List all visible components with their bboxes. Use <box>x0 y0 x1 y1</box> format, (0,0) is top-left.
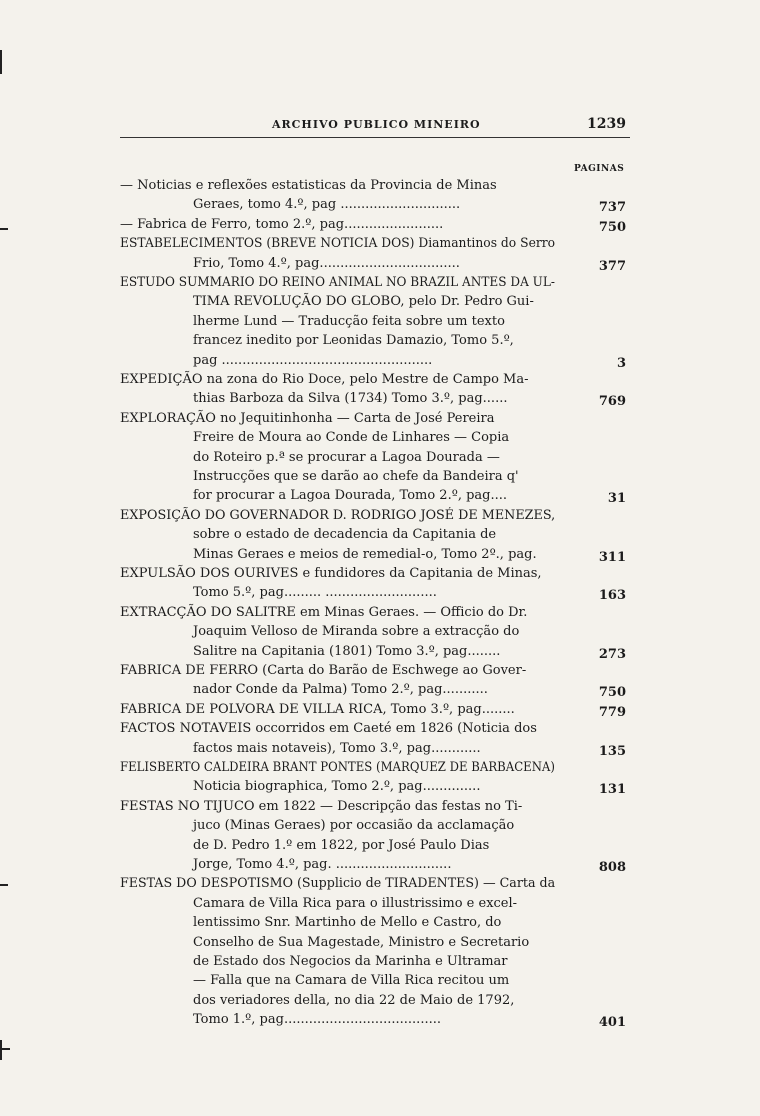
margin-mark <box>0 228 8 230</box>
entry-page-number: 311 <box>598 549 626 565</box>
entry-page-number: 377 <box>598 258 626 274</box>
entry-page-number: 779 <box>598 704 626 720</box>
page-number: 1239 <box>587 116 626 132</box>
entry-page-number: 401 <box>598 1015 626 1031</box>
entry-page-number: 769 <box>598 394 626 410</box>
entry-page-number: 3 <box>616 355 626 371</box>
header-rule <box>120 137 630 138</box>
margin-mark <box>0 884 8 886</box>
entry-page-number: 737 <box>598 200 626 216</box>
margin-mark <box>0 50 2 74</box>
entry-page-number: 31 <box>607 491 626 507</box>
entry-page-number: 131 <box>598 782 626 798</box>
entry-page-number: 163 <box>598 588 626 604</box>
entry-page-number: 750 <box>598 685 626 701</box>
book-page: ARCHIVO PUBLICO MINEIRO 1239 PAGINAS — Noticias e reflexões estatisticas da Provincia de Minas Geraes, tomo 4.º, pag ............................. 737 — Fabrica de Ferro, tomo 2.º, pag........................ 750 ESTABELECIMENTOS (BREVE NOTICIA DOS) Diamantinos do Serro Frio, Tomo 4.º, pag.................................. 377 ESTUDO SUMMARIO DO REINO ANIMAL NO BRAZIL ANTES DA UL- TIMA REVOLUÇÃO DO GLOBO, pelo Dr. Pedro Gui- lherme Lund — Traducção feita sobre um texto francez inedito por Leonidas Damazio, Tomo 5.º, pag ................................................... 3 EXPEDIÇÃO na zona do Rio Doce, pelo Mestre de Campo Ma- thias Barboza da Silva (1734) Tomo 3.º, pag...... 769 EXPLORAÇÃO no Jequitinhonha — Carta de José Pereira Freire de Moura ao Conde de Linhares — Copia do Roteiro p.ª se procurar a Lagoa Dourada — Instrucções que se darão ao chefe da Bandeira q' for procurar a Lagoa Dourada, Tomo 2.º, pag.... 31 EXPOSIÇÃO DO GOVERNADOR D. RODRIGO JOSÉ DE MENEZES, sobre o estado de decadencia da Capitania de Minas Geraes e meios de remedial-o, Tomo 2º., pag. 311 EXPULSÃO DOS OURIVES e fundidores da Capitania de Minas, Tomo 5.º, pag......... ........................... 163 EXTRACÇÃO DO SALITRE em Minas Geraes. — Officio do Dr. Joaquim Velloso de Miranda sobre a extracção do Salitre na Capitania (1801) Tomo 3.º, pag........ 273 FABRICA DE FERRO (Carta do Barão de Eschwege ao Gover- nador Conde da Palma) Tomo 2.º, pag........... 750 FABRICA DE POLVORA DE VILLA RICA, Tomo 3.º, pag........ 779 FACTOS NOTAVEIS occorridos em Caeté em 1826 (Noticia dos factos mais notaveis), Tomo 3.º, pag............ 135 FELISBERTO CALDEIRA BRANT PONTES (MARQUEZ DE BARBACENA) Noticia biographica, Tomo 2.º, pag.............. 131 FESTAS NO TIJUCO em 1822 — Descripção das festas no Ti- juco (Minas Geraes) por occasião da acclamação de D. Pedro 1.º em 1822, por José Paulo Dias Jorge, Tomo 4.º, pag. ............................ 808 FESTAS DO DESPOTISMO (Supplicio de TIRADENTES) — Carta da Camara de Villa Rica para o illustrissimo e excel- lentissimo Snr. Martinho de Mello e Castro, do Conselho de Sua Magestade, Ministro e Secretario de Estado dos Negocios da Marinha e Ultramar — Falla que na Camara de Villa Rica recitou um dos veriadores della, no dia 22 de Maio de 1792, Tomo 1.º, pag...................................... 401 <box>0 0 760 1116</box>
entry-page-number: 750 <box>598 219 626 235</box>
page-header <box>120 114 630 136</box>
margin-mark <box>0 1048 10 1050</box>
entry-page-number: 808 <box>598 860 626 875</box>
entry-page-number: 273 <box>598 646 626 662</box>
pages-column-label: PAGINAS <box>574 164 625 174</box>
entry-page-number: 135 <box>598 743 626 759</box>
margin-mark <box>0 1040 2 1060</box>
running-title: ARCHIVO PUBLICO MINEIRO <box>272 118 481 131</box>
